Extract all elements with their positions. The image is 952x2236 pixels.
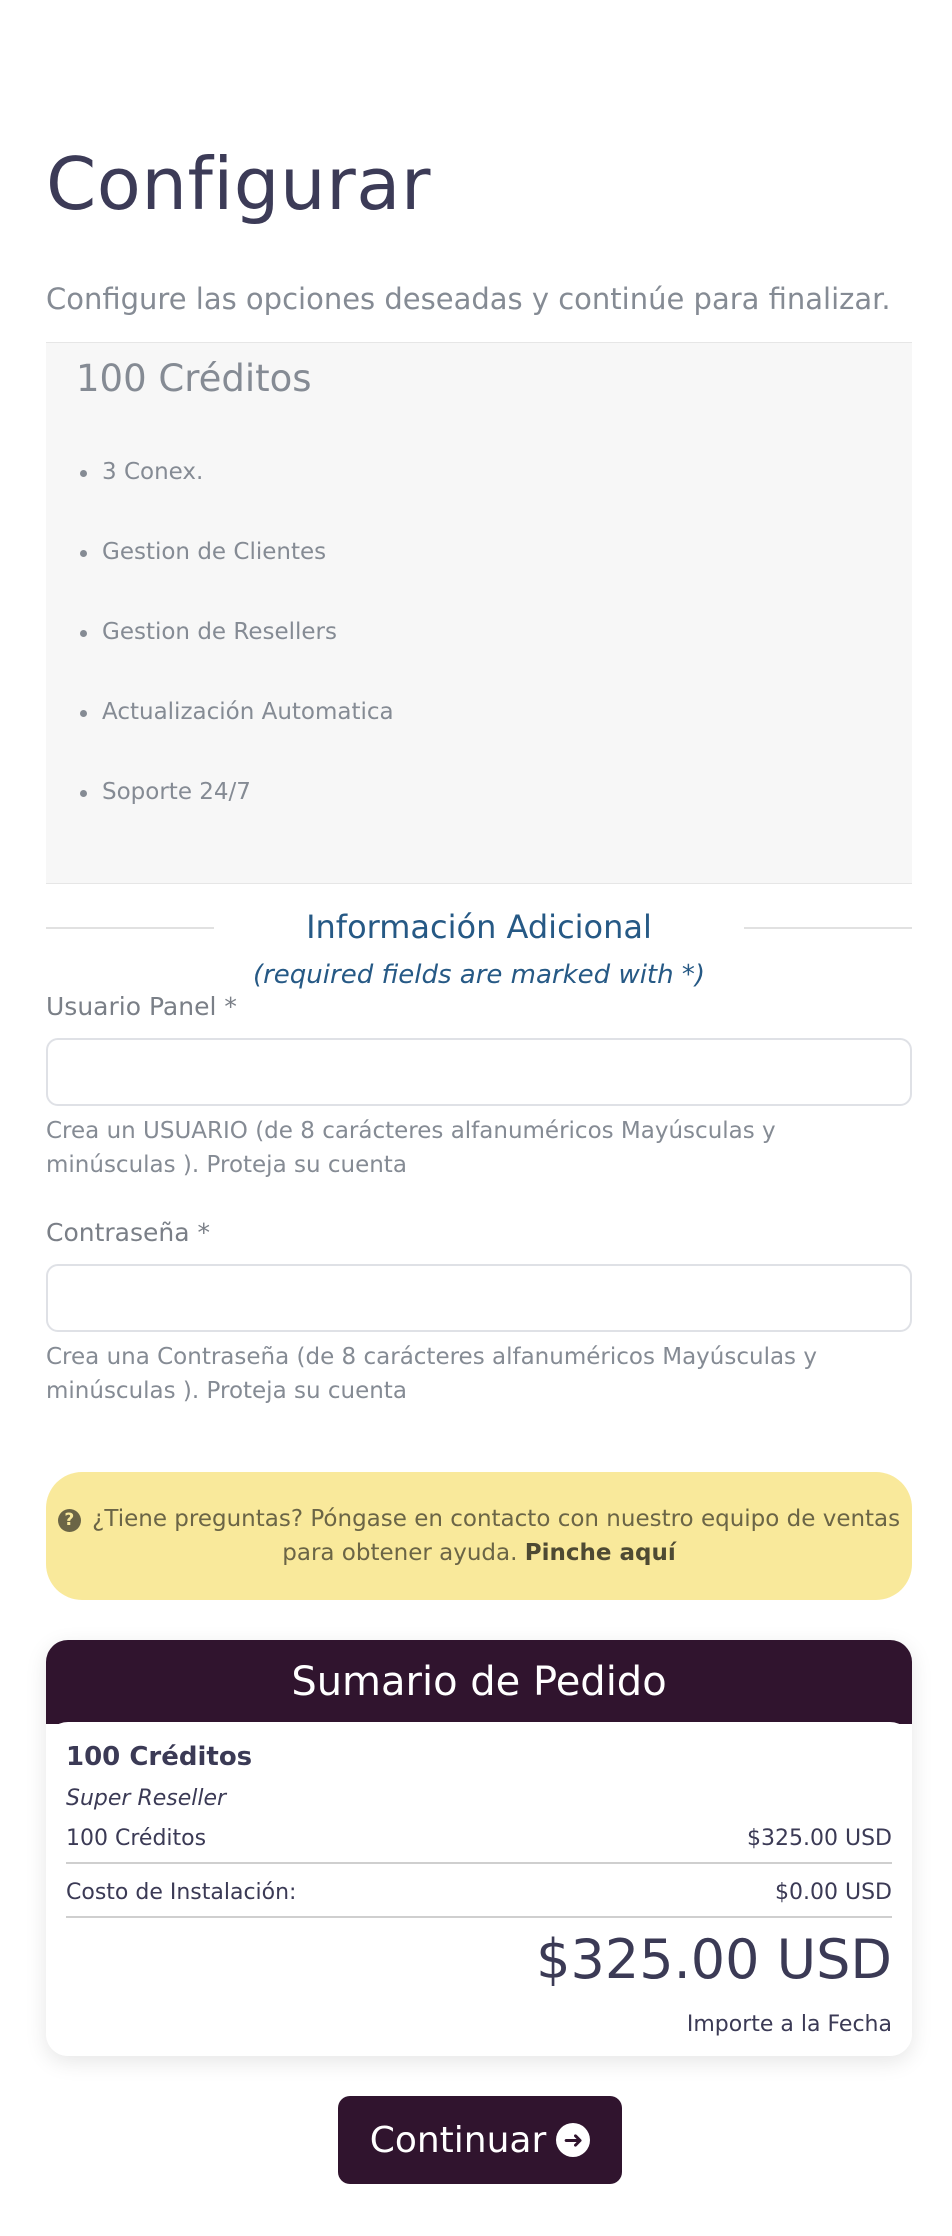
line-item-label: 100 Créditos bbox=[66, 1826, 207, 1851]
usuario-panel-input[interactable] bbox=[46, 1038, 912, 1106]
feature-list bbox=[76, 461, 394, 861]
summary-total: $325.00 USD bbox=[536, 1928, 892, 1991]
help-text: ¿Tiene preguntas? Póngase en contacto con nuestro equipo de ventas para obtener ayuda. bbox=[92, 1506, 901, 1566]
product-info-panel bbox=[46, 342, 912, 884]
contact-link[interactable]: Pinche aquí bbox=[524, 1540, 676, 1566]
feature-item: Soporte 24/7 bbox=[76, 781, 394, 861]
continue-button[interactable] bbox=[338, 2096, 622, 2184]
usuario-panel-label: Usuario Panel * bbox=[46, 992, 237, 1021]
contrasena-help: Crea una Contraseña (de 8 carácteres alfanuméricos Mayúsculas y minúsculas ). Proteja su cuenta bbox=[46, 1344, 817, 1404]
additional-info-heading: Información Adicional bbox=[306, 908, 652, 946]
summary-setup-fee bbox=[66, 1880, 892, 1905]
summary-product-name: 100 Créditos bbox=[66, 1742, 253, 1772]
arrow-circle-right-icon: ➜ bbox=[556, 2123, 590, 2157]
order-summary-title: Sumario de Pedido bbox=[46, 1640, 912, 1724]
feature-item: Gestion de Clientes bbox=[76, 541, 394, 621]
required-fields-note: (required fields are marked with *) bbox=[252, 960, 706, 990]
order-summary-body bbox=[46, 1722, 912, 2056]
page-subtitle: Configure las opciones deseadas y continúe para finalizar. bbox=[46, 282, 891, 316]
summary-product-group: Super Reseller bbox=[66, 1786, 227, 1811]
feature-item: Actualización Automatica bbox=[76, 701, 394, 781]
feature-item: 3 Conex. bbox=[76, 461, 394, 541]
summary-total-label: Importe a la Fecha bbox=[686, 2012, 892, 2037]
summary-divider bbox=[66, 1862, 892, 1864]
usuario-panel-help: Crea un USUARIO (de 8 carácteres alfanuméricos Mayúsculas y minúsculas ). Proteja su cuenta bbox=[46, 1118, 776, 1178]
page-title: Configurar bbox=[46, 142, 431, 226]
summary-line-item bbox=[66, 1826, 892, 1851]
contrasena-label: Contraseña * bbox=[46, 1218, 211, 1247]
line-item-price: $325.00 USD bbox=[747, 1826, 892, 1851]
setup-fee-price: $0.00 USD bbox=[775, 1880, 892, 1905]
continue-label: Continuar bbox=[369, 2119, 547, 2161]
question-circle-icon: ? bbox=[58, 1509, 81, 1532]
product-name: 100 Créditos bbox=[76, 357, 312, 400]
summary-divider bbox=[66, 1916, 892, 1918]
order-summary bbox=[46, 1640, 912, 2056]
feature-item: Gestion de Resellers bbox=[76, 621, 394, 701]
setup-fee-label: Costo de Instalación: bbox=[66, 1880, 297, 1905]
sales-help-box bbox=[46, 1472, 912, 1600]
contrasena-input[interactable] bbox=[46, 1264, 912, 1332]
